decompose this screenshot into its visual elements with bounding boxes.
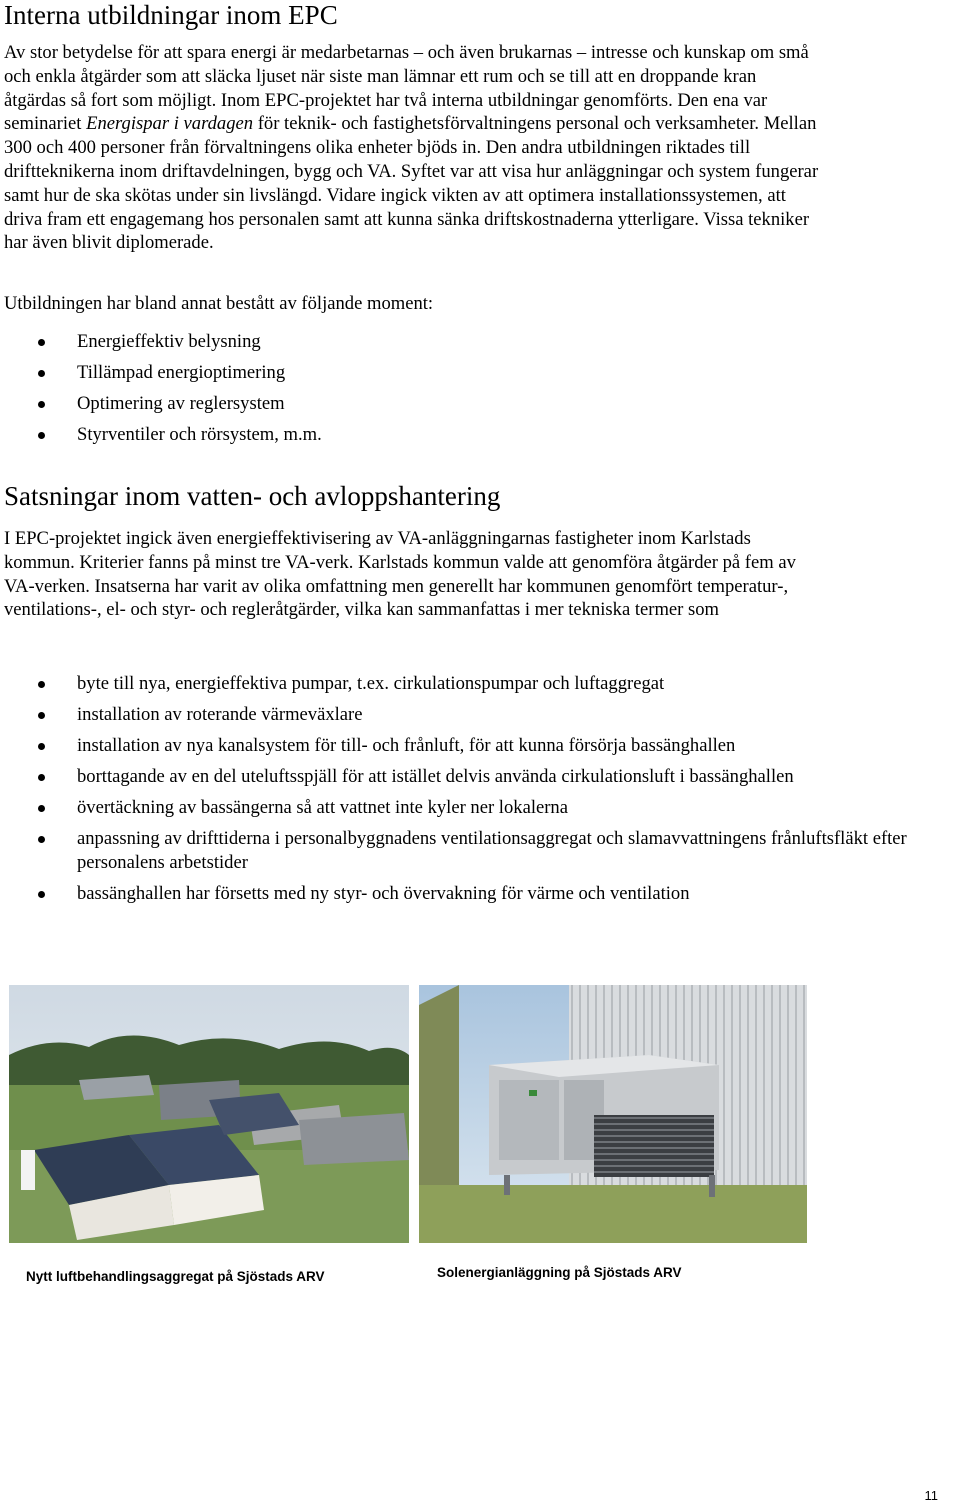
bullet-icon — [38, 743, 45, 750]
list-item-text: byte till nya, energieffektiva pumpar, t.ex. cirkulationspumpar och luftaggregat — [77, 673, 665, 694]
bullet-icon — [38, 774, 45, 781]
bullet-icon — [38, 339, 45, 346]
list-item — [0, 423, 322, 447]
caption-right-photo: Solenergianläggning på Sjöstads ARV — [437, 1265, 682, 1280]
list-item — [0, 330, 322, 354]
list-item-text: Styrventiler och rörsystem, m.m. — [77, 424, 322, 445]
list-item-text: installation av nya kanalsystem för till- och frånluft, för att kunna försörja bassänghallen — [77, 735, 736, 756]
seminar-name: Energispar i vardagen — [86, 113, 254, 135]
training-moments-list — [0, 330, 322, 447]
list-item-text: Optimering av reglersystem — [77, 393, 285, 414]
bullet-icon — [38, 432, 45, 439]
bullet-icon — [38, 805, 45, 812]
photo-aerial-treatment-plant — [9, 985, 409, 1243]
air-handling-unit-illustration — [419, 985, 807, 1243]
list-item — [0, 703, 960, 727]
list-item — [0, 765, 960, 789]
list-item — [0, 392, 322, 416]
bullet-icon — [38, 681, 45, 688]
bullet-icon — [38, 836, 45, 843]
list-item-text: bassänghallen har försetts med ny styr- och övervakning för värme och ventilation — [77, 883, 690, 904]
section-title-internal-training: Interna utbildningar inom EPC — [4, 0, 338, 30]
list-item-text: borttagande av en del uteluftsspjäll för att istället delvis använda cirkulationsluft i bassänghallen — [77, 766, 794, 787]
list-item — [0, 882, 960, 906]
list-item — [0, 361, 322, 385]
page-number: 11 — [924, 1488, 938, 1503]
list-item-text: övertäckning av bassängerna så att vattnet inte kyler ner lokalerna — [77, 797, 568, 818]
list-item-text: Energieffektiv belysning — [77, 331, 261, 352]
bullet-icon — [38, 891, 45, 898]
section-title-water-sewage: Satsningar inom vatten- och avloppshantering — [4, 481, 501, 511]
aerial-plant-illustration — [9, 985, 409, 1243]
list-item-text: Tillämpad energioptimering — [77, 362, 286, 383]
intro-paragraph — [4, 41, 819, 255]
photo-air-handling-unit — [419, 985, 807, 1243]
bullet-icon — [38, 712, 45, 719]
list-item-text: anpassning av drifttiderna i personalbyggnadens ventilationsaggregat och slamavvattningens frånluftsfläkt efter personalens arbetstider — [77, 828, 907, 873]
measures-list — [0, 672, 960, 906]
list-item — [0, 827, 960, 875]
intro-text-part1: Av stor betydelse för att spara energi är medarbetarnas – och även brukarnas – intresse och kunskap om små och enkla åtgärder som att släcka ljuset när siste man lämnar ett rum och se till att en droppande kran åtgärdas så fort som möjligt. Inom EPC-projektet har två interna utbildningar genomförts. Den ena var seminariet — [4, 42, 809, 135]
intro-text-part2: för teknik- och fastighetsförvaltningens personal och verksamheter. Mellan 300 och 400 personer från förvaltningens olika enheter bjöds in. Den andra utbildningen riktades till driftteknikerna inom driftavdelningen, bygg och VA. Syftet var att visa hur anläggningar och system fungerar samt hur de ska skötas under sin livslängd. Vidare ingick vikten av att optimera installationssystemen, att driva fram ett engagemang hos personalen samt att kunna sänka driftskostnaderna ytterligare. Vissa tekniker har även blivit diplomerade. — [4, 113, 819, 254]
water-sewage-paragraph: I EPC-projektet ingick även energieffektivisering av VA-anläggningarnas fastigheter inom Karlstads kommun. Kriterier fanns på minst tre VA-verk. Karlstads kommun valde att genomföra åtgärder på fem av VA-verken. Insatserna har varit av olika omfattning men generellt har kommunen genomfört temperatur-, ventilations-, el- och styr- och regleråtgärder, vilka kan sammanfattas i mer tekniska termer som — [4, 528, 796, 621]
bullet-icon — [38, 401, 45, 408]
list-item — [0, 734, 960, 758]
caption-left-photo: Nytt luftbehandlingsaggregat på Sjöstads ARV — [26, 1269, 325, 1284]
list-item — [0, 672, 960, 696]
list-item — [0, 796, 960, 820]
list-item-text: installation av roterande värmeväxlare — [77, 704, 363, 725]
training-moments-intro: Utbildningen har bland annat bestått av följande moment: — [4, 293, 434, 314]
bullet-icon — [38, 370, 45, 377]
